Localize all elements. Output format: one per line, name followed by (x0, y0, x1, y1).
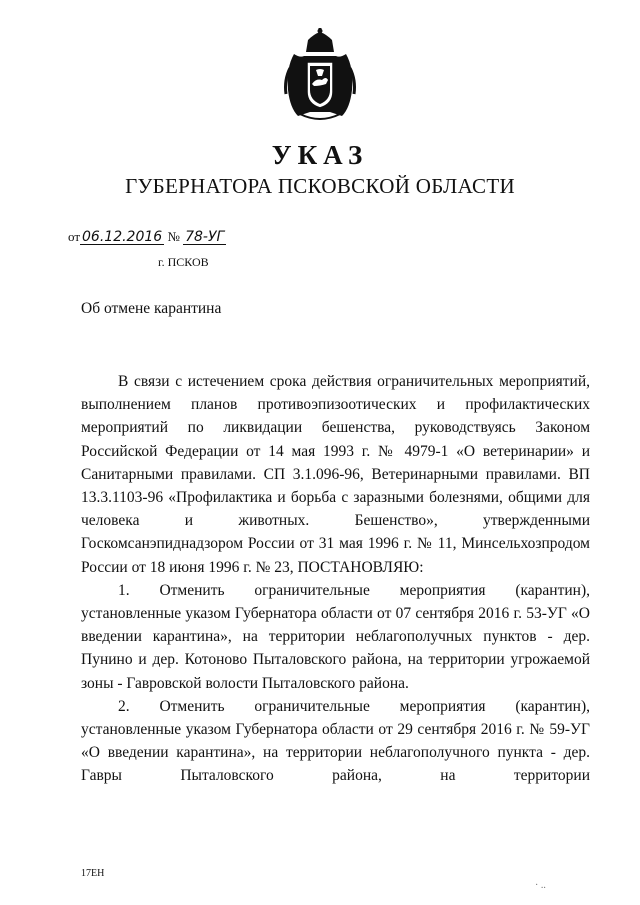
handwritten-date: 06.12.2016 (82, 229, 163, 245)
city-label: г. ПСКОВ (158, 255, 209, 269)
number-sign: № (167, 229, 180, 244)
document-subject: Об отмене карантина (81, 300, 222, 317)
body-paragraph-1: В связи с истечением срока действия ограничительных мероприятий, выполнением планов противоэпизоотических и профилактических мероприятий по ликвидации бешенства, руководствуясь Законом Российской Федерации от 14 мая 1993 г. № 4979-1 «О ветеринарии» и Санитарными правилами. СП 3.1.096-96, Ветеринарными правилами. ВП 13.3.1103-96 «Профилактика и борьба с заразными болезнями, общими для человека и животных. Бешенство», утвержденными Госкомсанэпиднадзором России от 31 мая 1996 г. № 11, Минсельхозпродом России от 18 июня 1996 г. № 23, ПОСТАНОВЛЯЮ: (81, 373, 590, 576)
body-paragraph-2: 1. Отменить ограничительные мероприятия (карантин), установленные указом Губернатора области от 07 сентября 2016 г. 53-УГ «О введении карантина», на территории неблагополучных пунктов - дер. Пунино и дер. Котоново Пыталовского района, на территории угрожаемой зоны - Гавровской волости Пыталовского района. (81, 581, 590, 692)
document-title: УКАЗ (271, 140, 369, 170)
footer-code: 17ЕН (81, 868, 105, 879)
footer-mark: · .. (535, 880, 546, 891)
date-prefix: от (68, 229, 81, 244)
body-paragraph-3: 2. Отменить ограничительные мероприятия (карантин), установленные указом Губернатора области от 29 сентября 2016 г. № 59-УГ «О введении карантина», на территории неблагополучного пункта - дер. Гавры Пыталовского района, на территории (81, 697, 590, 785)
document-subtitle: ГУБЕРНАТОРА ПСКОВСКОЙ ОБЛАСТИ (125, 174, 515, 198)
date-number-line (68, 229, 226, 245)
document-body (81, 370, 590, 788)
coat-of-arms-icon (280, 28, 360, 126)
handwritten-number: 78-УГ (185, 229, 225, 245)
